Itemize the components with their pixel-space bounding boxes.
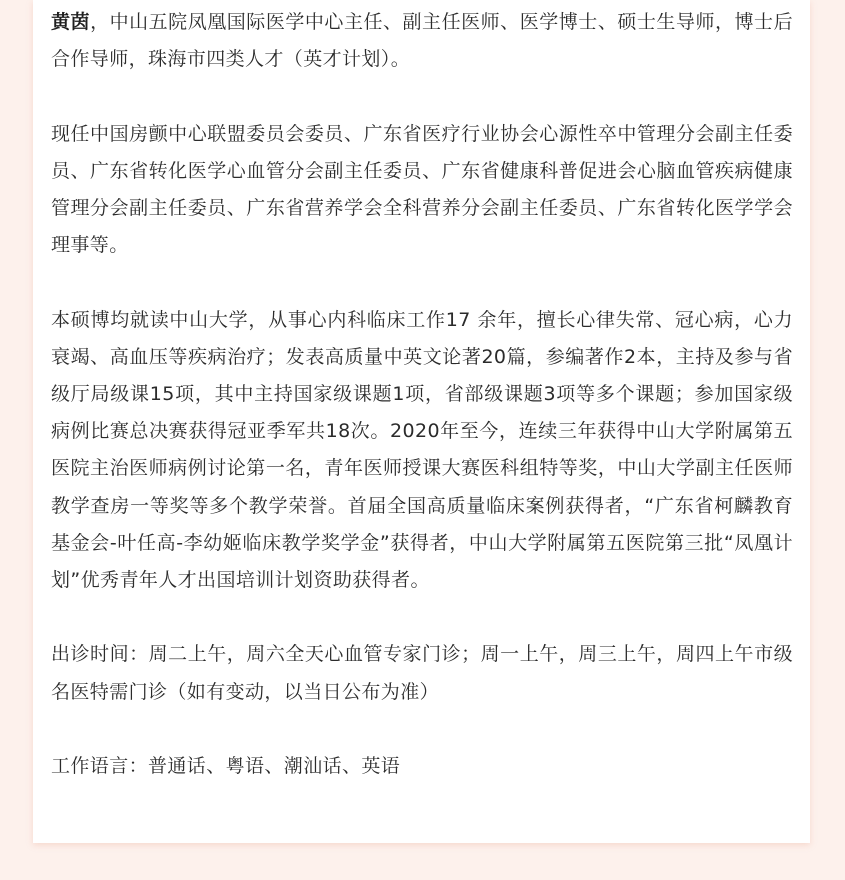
intro-text: ，中山五院凤凰国际医学中心主任、副主任医师、医学博士、硕士生导师，博士后合作导师，珠海市四类人才（英才计划）。 (51, 11, 793, 71)
clinic-hours-paragraph: 出诊时间：周二上午，周六全天心血管专家门诊；周一上午，周三上午，周四上午市级名医特需门诊（如有变动，以当日公布为准） (51, 643, 793, 703)
doctor-name: 黄茵 (51, 11, 91, 33)
doctor-bio (51, 4, 793, 822)
memberships-paragraph: 现任中国房颤中心联盟委员会委员、广东省医疗行业协会心源性卒中管理分会副主任委员、广东省转化医学心血管分会副主任委员、广东省健康科普促进会心脑血管疾病健康管理分会副主任委员、广东省营养学会全科营养分会副主任委员、广东省转化医学学会理事等。 (51, 122, 793, 257)
experience-paragraph: 本硕博均就读中山大学，从事心内科临床工作17 余年，擅长心律失常、冠心病，心力衰竭、高血压等疾病治疗；发表高质量中英文论著20篇，参编著作2本，主持及参与省级厅局级课15项，其中主持国家级课题1项，省部级课题3项等多个课题；参加国家级病例比赛总决赛获得冠亚季军共18次。2020年至今，连续三年获得中山大学附属第五医院主治医师病例讨论第一名，青年医师授课大赛医科组特等奖，中山大学副主任医师教学查房一等奖等多个教学荣誉。首届全国高质量临床案例获得者，“广东省柯麟教育基金会-叶任高-李幼姬临床教学奖学金”获得者，中山大学附属第五医院第三批“凤凰计划”优秀青年人才出国培训计划资助获得者。 (51, 308, 793, 592)
languages-paragraph: 工作语言：普通话、粤语、潮汕话、英语 (51, 755, 401, 777)
intro-paragraph (51, 4, 793, 78)
